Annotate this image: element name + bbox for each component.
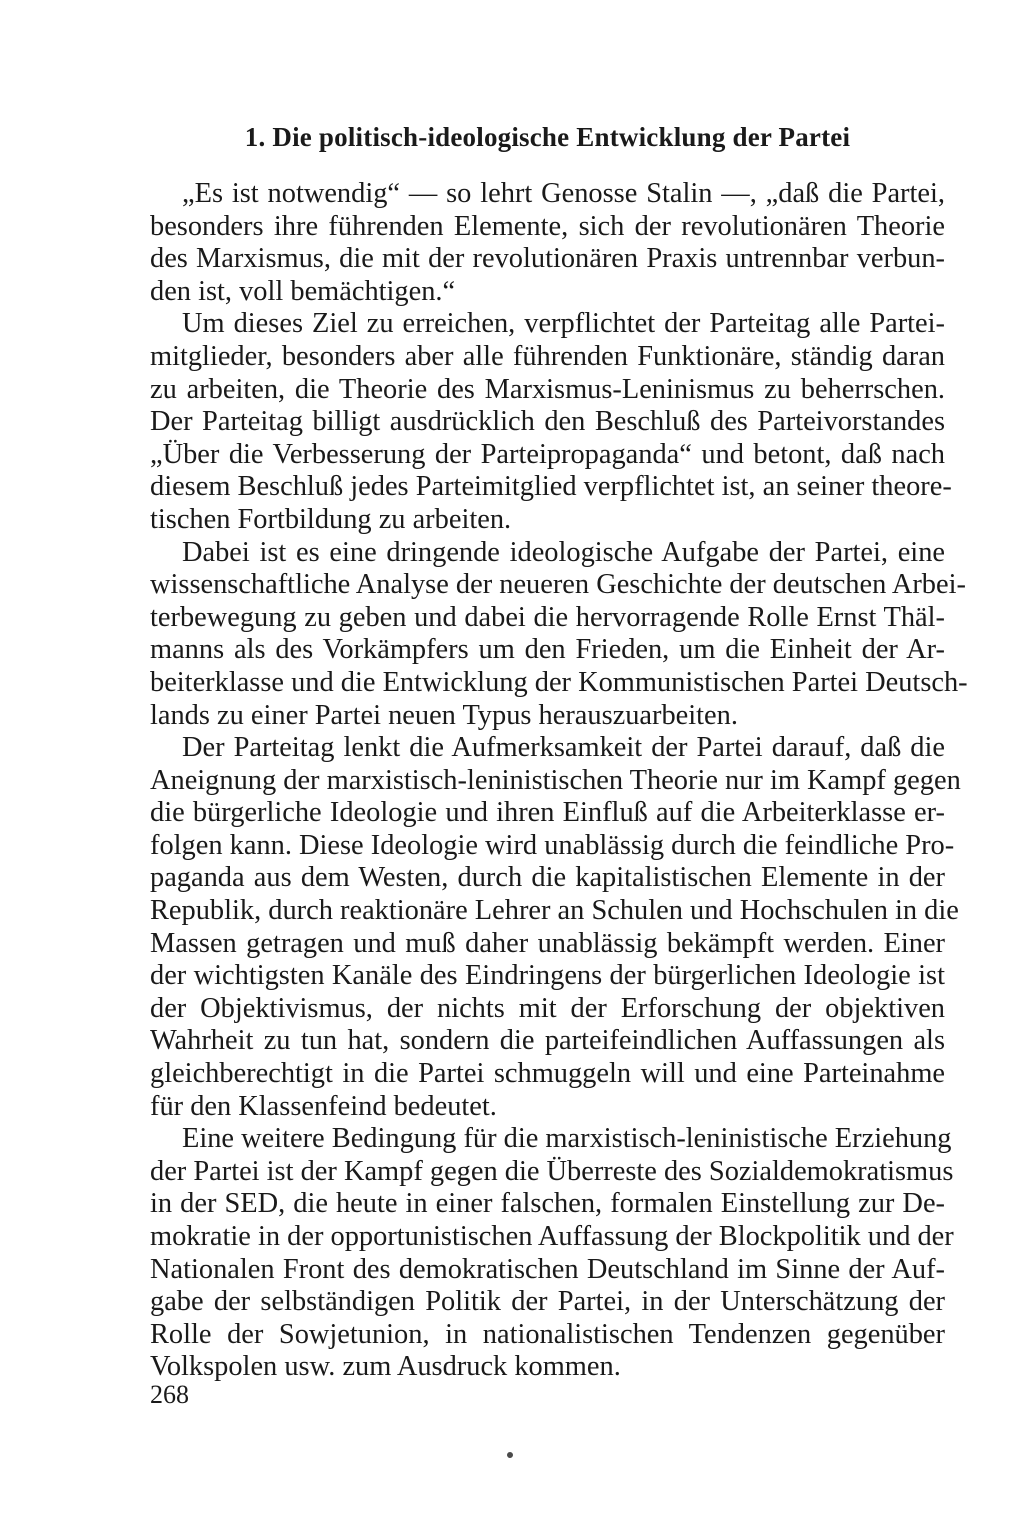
text-line: Wahrheit zu tun hat, sondern die parteifeindlichen Auffassungen als: [150, 1025, 945, 1057]
text-line: der Partei ist der Kampf gegen die Überreste des Sozialdemokratismus: [150, 1155, 954, 1187]
text-line: diesem Beschluß jedes Parteimitglied verpflichtet ist, an seiner theore-: [150, 471, 952, 503]
text-line: tischen Fortbildung zu arbeiten.: [150, 503, 512, 535]
text-line: Um dieses Ziel zu erreichen, verpflichtet der Parteitag alle Partei-: [182, 308, 945, 340]
text-line: mitglieder, besonders aber alle führenden Funktionäre, ständig daran: [150, 340, 945, 372]
section-heading: 1. Die politisch-ideologische Entwicklung der Partei: [244, 122, 851, 152]
text-line: Eine weitere Bedingung für die marxistisch-leninistische Erziehung: [182, 1123, 952, 1155]
text-line: manns als des Vorkämpfers um den Frieden, um die Einheit der Ar-: [150, 634, 945, 666]
text-line: Massen getragen und muß daher unablässig bekämpft werden. Einer: [150, 927, 945, 959]
text-line: in der SED, die heute in einer falschen, formalen Einstellung zur De-: [150, 1188, 945, 1220]
text-line: der wichtigsten Kanäle des Eindringens der bürgerlichen Ideologie ist: [150, 960, 945, 992]
text-line: Der Parteitag billigt ausdrücklich den Beschluß des Parteivorstandes: [150, 406, 945, 438]
text-line: Aneignung der marxistisch-leninistischen Theorie nur im Kampf gegen: [150, 764, 961, 796]
text-line: wissenschaftliche Analyse der neueren Geschichte der deutschen Arbei-: [150, 569, 966, 601]
text-line: Nationalen Front des demokratischen Deutschland im Sinne der Auf-: [150, 1253, 945, 1285]
paragraph: [150, 178, 945, 308]
scan-artifact-dot: [507, 1452, 513, 1458]
text-line: mokratie in der opportunistischen Auffassung der Blockpolitik und der: [150, 1221, 954, 1252]
text-line: „Es ist notwendig“ — so lehrt Genosse Stalin —, „daß die Partei,: [182, 178, 945, 209]
text-line: beiterklasse und die Entwicklung der Kommunistischen Partei Deutsch-: [150, 666, 968, 698]
paragraph: [150, 1123, 954, 1384]
text-line: Der Parteitag lenkt die Aufmerksamkeit der Partei darauf, daß die: [182, 732, 945, 764]
text-line: paganda aus dem Westen, durch die kapitalistischen Elemente in der: [150, 862, 945, 894]
text-line: Republik, durch reaktionäre Lehrer an Schulen und Hochschulen in die: [150, 895, 959, 927]
text-line: folgen kann. Diese Ideologie wird unablässig durch die feindliche Pro-: [150, 829, 955, 861]
text-line: Volkspolen usw. zum Ausdruck kommen.: [150, 1351, 621, 1383]
text-line: zu arbeiten, die Theorie des Marxismus-Leninismus zu beherrschen.: [150, 373, 945, 405]
text-line: terbewegung zu geben und dabei die hervorragende Rolle Ernst Thäl-: [150, 601, 945, 633]
text-line: Dabei ist es eine dringende ideologische Aufgabe der Partei, eine: [182, 536, 945, 568]
paragraph: [150, 732, 961, 1123]
text-line: die bürgerliche Ideologie und ihren Einfluß auf die Arbeiterklasse er-: [150, 797, 945, 829]
text-line: gabe der selbständigen Politik der Partei, in der Unterschätzung der: [150, 1286, 945, 1318]
text-line: Rolle der Sowjetunion, in nationalistischen Tendenzen gegenüber: [150, 1318, 945, 1350]
page-number: 268: [150, 1380, 189, 1409]
text-line: gleichberechtigt in die Partei schmuggeln will und eine Parteinahme: [150, 1058, 945, 1090]
text-line: lands zu einer Partei neuen Typus herauszuarbeiten.: [150, 699, 738, 731]
text-line: für den Klassenfeind bedeutet.: [150, 1090, 497, 1122]
paragraph: [150, 308, 952, 536]
text-line: besonders ihre führenden Elemente, sich der revolutionären Theorie: [150, 210, 945, 242]
body-text: [150, 178, 968, 1384]
paragraph: [150, 536, 968, 733]
text-line: „Über die Verbesserung der Parteipropaganda“ und betont, daß nach: [150, 438, 945, 470]
text-line: den ist, voll bemächtigen.“: [150, 275, 456, 307]
text-line: des Marxismus, die mit der revolutionären Praxis untrennbar verbun-: [150, 243, 945, 275]
text-line: der Objektivismus, der nichts mit der Erforschung der objektiven: [150, 992, 945, 1024]
